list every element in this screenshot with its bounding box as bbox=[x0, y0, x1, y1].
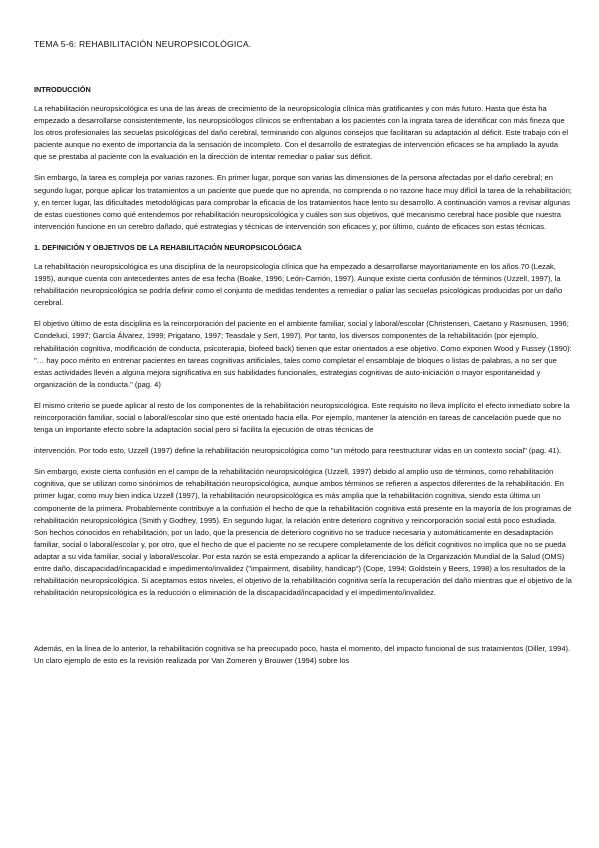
section-1-paragraph-3: El mismo criterio se puede aplicar al resto de los componentes de la rehabilitación neuropsicológica. Este requisito no lleva implícito el efecto inmediato sobre la reincorporación familiar, social o laboral/escolar sino que esté orientado hacia ella. Por ejemplo, mantener la atención en tareas de cancelación puede que no tenga un importante efecto sobre la adaptación social pero sí facilita la ejecución de otras técnicas de bbox=[34, 400, 570, 435]
intro-paragraph-1: La rehabilitación neuropsicológica es una de las áreas de crecimiento de la neuropsicología clínica más gratificantes y con más futuro. Hasta que ésta ha empezado a desarrollarse consistentemente, los neuropsicólogos clínicos se enfrentaban a los pacientes con la ingrata tarea de identificar con más fineza que los otros profesionales las secuelas psicológicas del daño cerebral, terminando con algunos consejos que facilitaran su adaptación al déficit. Este trabajo con el paciente aunque no exento de importancia da la sensación de incompleto. Con el desarrollo de estrategias de intervención eficaces se ha ampliado la ayuda que se prestaba al paciente con la evaluación en la dirección de intentar remediar o paliar sus déficit. bbox=[34, 104, 569, 162]
section-1-heading: 1. DEFINICIÓN Y OBJETIVOS DE LA REHABILITACIÓN NEUROPSICOLÓGICA bbox=[34, 242, 302, 252]
intro-heading: INTRODUCCIÓN bbox=[34, 85, 91, 94]
section-1-paragraph-2: El objetivo último de esta disciplina es la reincorporación del paciente en el ambiente familiar, social y laboral/escolar (Christensen, Caetano y Rasmusen, 1996; Condeluci, 1997; García Álvarez, 1999; Prigatano, 1997; Teasdale y Sert, 1997). Por tanto, los diversos componentes de la rehabilitación (por ejemplo, rehabilitación cognitiva, modificación de conducta, psicoterapia, biofeed back) tienen que estar orientados a ese objetivo. Como exponen Wood y Fussey (1990): "… hay poco mérito en entrenar pacientes en tareas cognitivas artificiales, tales como completar el ensamblaje de bloques o listas de palabras, a no ser que estas actividades lleven a alguna mejora significativa en sus habilidades funcionales, estrategias cognitivas de auto-iniciación o mayor espontaneidad y organización de la conducta." (pag. 4) bbox=[34, 319, 572, 389]
section-1-paragraph-1: La rehabilitación neuropsicológica es una disciplina de la neuropsicología clínica que ha empezado a desarrollarse mayoritariamente en los años 70 (Lezak, 1995), aunque cuenta con antecedentes antes de esa fecha (Boake, 1996; León-Carrión, 1997). Aunque existe cierta confusión de términos (Uzzell, 1997), la rehabilitación neuropsicológica se podría definir como el conjunto de medidas tendentes a remediar o paliar las secuelas psicológicas producidas por un daño cerebral. bbox=[34, 261, 563, 308]
section-1-paragraph-6: Además, en la línea de lo anterior, la rehabilitación cognitiva se ha preocupado poco, hasta el momento, del impacto funcional de sus tratamientos (Diller, 1994). Un claro ejemplo de esto es la revisión realizada por Van Zomeren y Brouwer (1994) sobre los bbox=[34, 644, 571, 666]
paragraph-gap bbox=[34, 608, 572, 643]
section-1-paragraph-5: Sin embargo, existe cierta confusión en el campo de la rehabilitación neuropsicológica (Uzzell, 1997) debido al amplio uso de términos, como rehabilitación cognitiva, que se utilizan como sinónimos de rehabilitación neuropsicológica, aunque ambos términos se refieren a aspectos diferentes de la rehabilitación. En primer lugar, como muy bien indica Uzzell (1997), la rehabilitación neuropsicológica es más amplia que la rehabilitación cognitiva, siendo esta última un componente de la primera. Probablemente contribuye a la confusión el hecho de que la rehabilitación cognitiva está presente en la mayoría de los programas de rehabilitación neuropsicológica (Smith y Godfrey, 1995). En segundo lugar, la relación entre deterioro cognitivo y reincorporación social está poco estudiada. Son hechos conocidos en rehabilitación, por un lado, que la presencia de deterioro cognitivo no se traduce necesaria y automáticamente en desadaptación familiar, social o laboral/escolar y, por otro, que el hecho de que el paciente no se recupere completamente de los déficit cognitivos no implica que no se pueda adaptar a su vida familiar, social y laboral/escolar. Por esta razón se está empezando a aplicar la diferenciación de la Organización Mundial de la Salud (OMS) entre daño, discapacidad/incapacidad e impedimento/invalidez ("impairment, disability, handicap") (Cope, 1994; Goldstein y Beers, 1998) a los resultados de la rehabilitación neuropsicológica. Si aceptamos estos niveles, el objetivo de la rehabilitación cognitiva sería la recuperación del daño mientras que el objetivo de la rehabilitación neuropsicológica es la reducción o eliminación de la discapacidad/incapacidad y el impedimento/invalidez. bbox=[34, 467, 572, 598]
intro-paragraph-2: Sin embargo, la tarea es compleja por varias razones. En primer lugar, porque son varias las dimensiones de la persona afectadas por el daño cerebral; en segundo lugar, porque aplicar los tratamientos a un paciente que puede que no aprenda, no comprenda o no razone hace muy difícil la tarea de la rehabilitación; y, en tercer lugar, las dificultades metodológicas para comprobar la eficacia de los tratamientos hace lento su desarrollo. A continuación vamos a revisar algunas de estas cuestiones como qué entendemos por rehabilitación neuropsicológica y cuáles son sus objetivos, qué mecanismo cerebral hace posible que nuestra intervención funcione en un cerebro dañado, qué estrategias y técnicas de intervención son eficaces y, por último, cuánto de eficaces son estas técnicas. bbox=[34, 173, 572, 231]
section-1-paragraph-4: intervención. Por todo esto, Uzzell (1997) define la rehabilitación neuropsicológica como "un método para reestructurar vidas en un contexto social" (pag. 41). bbox=[34, 446, 562, 456]
document-title: TEMA 5-6: REHABILITACIÓN NEUROPSICOLÓGICA. bbox=[34, 39, 252, 49]
document-page bbox=[34, 38, 572, 676]
